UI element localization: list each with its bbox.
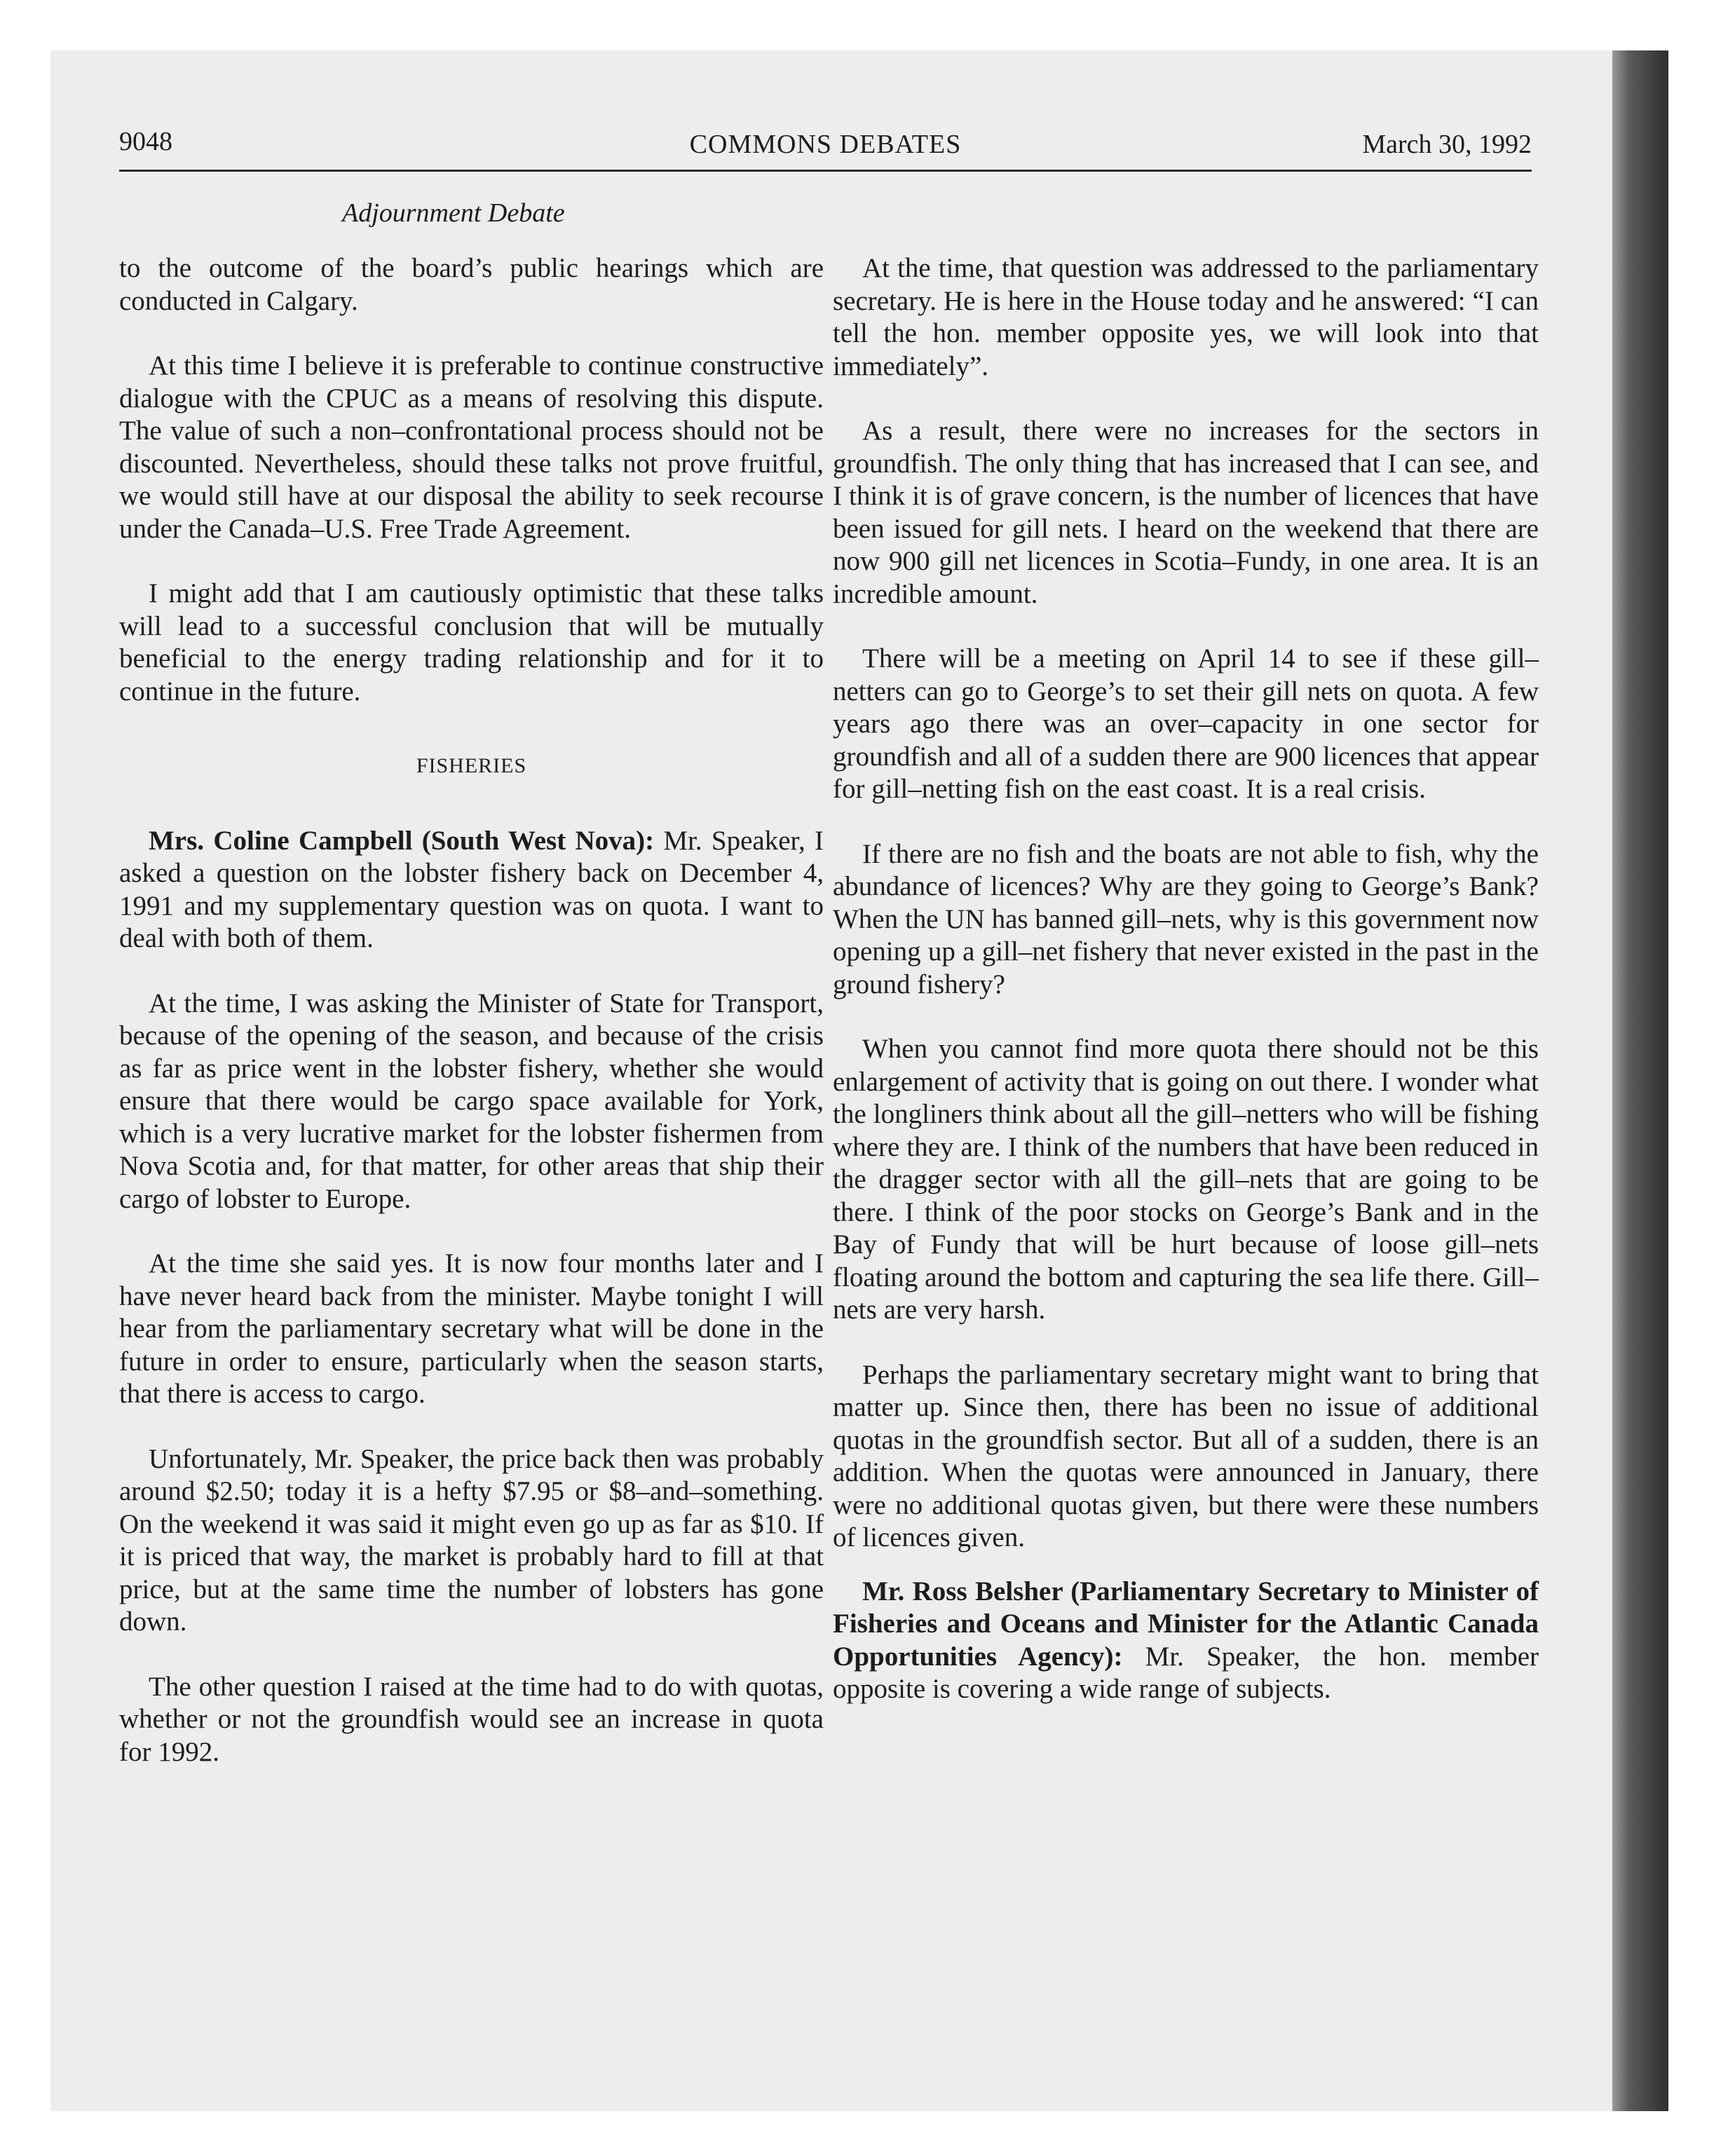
speech-paragraph [833,1576,1539,1706]
paragraph: At the time she said yes. It is now four months later and I have never heard back from the minister. Maybe tonight I will hear from the parliamentary secretary what will be done in the future in order to ensure, particularly when the season starts, that there is access to cargo. [119,1248,824,1409]
paragraph: At the time, that question was addressed to the parliamentary secretary. He is here in the House today and he answered: “I can tell the hon. member opposite yes, we will look into that immediately”. [833,253,1539,381]
section-title: Adjournment Debate [342,198,565,228]
publication-title: COMMONS DEBATES [689,130,962,159]
page-number: 9048 [119,127,172,156]
speech-paragraph [119,825,824,955]
right-column [833,252,1539,1738]
paragraph: At this time I believe it is preferable to continue constructive dialogue with the CPUC as a means of resolving this dispute. The value of such a non–confrontational process should not be discounted. Nevertheless, should these talks not prove fruitful, we would still have at our disposal the ability to seek recourse under the Canada–U.S. Free Trade Agreement. [119,350,824,544]
paragraph: At the time, I was asking the Minister of State for Transport, because of the opening of the season, and because of the crisis as far as price went in the lobster fishery, whether she would ensure that there would be cargo space available for York, which is a very lucrative market for the lobster fishermen from Nova Scotia and, for that matter, for other areas that ship their cargo of lobster to Europe. [119,988,824,1214]
speaker-name: Mrs. Coline Campbell (South West Nova): [149,825,655,856]
paragraph: The other question I raised at the time had to do with quotas, whether or not the groundfish would see an increase in quota for 1992. [119,1671,824,1767]
paragraph: There will be a meeting on April 14 to see if these gill–netters can go to George’s to set their gill nets on quota. A few years ago there was an over–capacity in one sector for groundfish and all of a sudden there are 900 licences that appear for gill–netting fish on the east coast. It is a real crisis. [833,643,1539,804]
paragraph: As a result, there were no increases for the sectors in groundfish. The only thing that has increased that I can see, and I think it is of grave concern, is the number of licences that have been issued for gill nets. I heard on the weekend that there are now 900 gill net licences in Scotia–Fundy, in one area. It is an incredible amount. [833,416,1539,609]
page-header [119,126,1532,172]
paragraph: I might add that I am cautiously optimistic that these talks will lead to a successful conclusion that will be mutually beneficial to the energy trading relationship and for it to continue in the future. [119,578,824,707]
paragraph: to the outcome of the board’s public hearings which are conducted in Calgary. [119,253,824,316]
paragraph: Perhaps the parliamentary secretary might want to bring that matter up. Since then, there has been no issue of additional quotas in the groundfish sector. But all of a sudden, there is an addition. When the quotas were announced in January, there were no additional quotas given, but there were these numbers of licences given. [833,1359,1539,1553]
paragraph: If there are no fish and the boats are not able to fish, why the abundance of licences? Why are they going to George’s Bank? When the UN has banned gill–nets, why is this government now opening up a gill–net fishery that never existed in the past in the ground fishery? [833,838,1539,999]
page-date: March 30, 1992 [1362,130,1532,159]
paragraph: Unfortunately, Mr. Speaker, the price back then was probably around $2.50; today it is a hefty $7.95 or $8–and–something. On the weekend it was said it might even go up as far as $10. If it is priced that way, the market is probably hard to fill at that price, but at the same time the number of lobsters has gone down. [119,1443,824,1637]
section-heading: FISHERIES [416,754,527,777]
page-binding-edge [1612,50,1668,2111]
speech-text: Mr. Speaker, I asked a question on the lobster fishery back on December 4, 1991 and my supplementary question was on quota. I want to deal with both of them. [119,825,824,953]
speech-text: Mr. Speaker, the hon. member opposite is covering a wide range of subjects. [833,1641,1539,1704]
left-column [119,252,824,1801]
paragraph: When you cannot find more quota there should not be this enlargement of activity that is going on out there. I wonder what the longliners think about all the gill–netters who will be fishing where they are. I think of the numbers that have been reduced in the dragger sector with all the gill–nets that are going to be there. I think of the poor stocks on George’s Bank and in the Bay of Fundy that will be hurt because of loose gill–nets floating around the bottom and capturing the sea life there. Gill–nets are very harsh. [833,1034,1539,1325]
speaker-name: Mr. Ross Belsher (Parliamentary Secretary to Minister of Fisheries and Oceans and Minister for the Atlantic Canada Opportunities Agency): [833,1576,1539,1672]
